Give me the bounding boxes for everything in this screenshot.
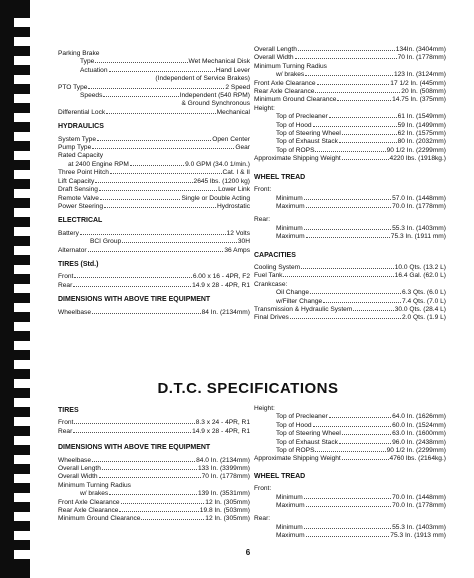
page-number: 6 — [245, 548, 251, 557]
spec-label: Height: — [254, 405, 275, 412]
binding-hole — [14, 531, 30, 540]
spec-label: Front: — [254, 485, 272, 493]
spec-row: Top of ROPS 90 1/2 In. (2299mm) — [276, 146, 446, 154]
spec-row: Oil Change 6.3 Qts. (6.0 L) — [276, 289, 446, 297]
spec-row: Top of Hood 59 In. (1499mm) — [276, 121, 446, 129]
spec-row: w/ brakes 139 In. (3531mm) — [80, 490, 250, 498]
spec-row: Minimum 55.3 In. (1403mm) — [276, 523, 446, 531]
spec-row: Remote Valve Single or Double Acting — [58, 194, 250, 202]
spec-row: Overall Length 134In. (3404mm) — [254, 46, 446, 53]
binding-hole — [14, 341, 30, 350]
spec-label: Minimum Turning Radius — [254, 62, 327, 70]
spec-row: Wheelbase 84 In. (2134mm) — [58, 308, 250, 316]
binding-hole — [14, 18, 30, 27]
binding-hole — [14, 474, 30, 483]
binding-hole — [14, 208, 30, 217]
section-heading: HYDRAULICS — [58, 123, 104, 131]
binding-hole — [14, 132, 30, 141]
bottom-right-column — [254, 405, 446, 541]
spec-row: Top of Exhaust Stack 80 In. (2032mm) — [276, 138, 446, 146]
section-heading: TIRES — [58, 407, 79, 414]
binding-hole — [14, 56, 30, 65]
binding-hole — [14, 550, 30, 559]
spec-page — [58, 46, 446, 566]
spec-row: Top of Precleaner 64.0 In. (1626mm) — [276, 413, 446, 421]
binding-hole — [14, 246, 30, 255]
spec-row: Maximum 70.0 In. (1778mm) — [276, 202, 446, 210]
binding-hole — [14, 398, 30, 407]
top-right-column — [254, 46, 446, 323]
spec-row: Maximum 75.3 In. (1913 mm) — [276, 532, 446, 540]
spec-row: Three Point Hitch Cat. I & II — [58, 169, 250, 177]
binding-hole — [14, 493, 30, 502]
spec-row: Rear Axle Clearance 19.8 In. (503mm) — [58, 507, 250, 515]
spec-row: Alternator 36 Amps — [58, 246, 250, 254]
spec-row: Transmission & Hydraulic System 30.0 Qts. (28.4 L) — [254, 305, 446, 313]
spec-row: Front 6.00 x 16 - 4PR, F2 — [58, 273, 250, 281]
spec-row: Front Axle Clearance 17 1/2 In. (445mm) — [254, 79, 446, 87]
spec-row: BCI Group 30H — [90, 238, 250, 246]
parking-brake-label: Parking Brake — [58, 50, 100, 57]
section-heading: CAPACITIES — [254, 251, 296, 259]
binding-hole — [14, 170, 30, 179]
binding-hole — [14, 284, 30, 293]
spec-row: Minimum 70.0 In. (1448mm) — [276, 493, 446, 501]
binding-hole — [14, 94, 30, 103]
spec-row: Maximum 70.0 In. (1778mm) — [276, 502, 446, 510]
spec-row: Draft Sensing Lower Link — [58, 186, 250, 194]
spec-row: w/ brakes 123 In. (3124mm) — [276, 71, 446, 79]
spec-note: & Ground Synchronous — [181, 100, 250, 108]
spec-row: Power Steering Hydrostatic — [58, 202, 250, 210]
spec-label: Height: — [254, 104, 275, 112]
section-heading: DIMENSIONS WITH ABOVE TIRE EQUIPMENT — [58, 444, 211, 452]
binding-hole — [14, 379, 30, 388]
spec-row: Top of Exhaust Stack 96.0 In. (2438mm) — [276, 438, 446, 446]
dtc-specifications-title: D.T.C. SPECIFICATIONS — [157, 380, 339, 397]
binding-hole — [14, 189, 30, 198]
spec-row: Battery 12 Volts — [58, 229, 250, 237]
spec-label: Front: — [254, 186, 272, 194]
spec-row: Lift Capacity 2645 lbs. (1200 kg) — [58, 177, 250, 185]
binding-hole — [14, 75, 30, 84]
section-heading: DIMENSIONS WITH ABOVE TIRE EQUIPMENT — [58, 296, 211, 304]
spec-row: Cooling System 10.0 Qts. (13.2 L) — [254, 263, 446, 271]
bottom-left-column — [58, 401, 250, 524]
binding-hole — [14, 227, 30, 236]
spec-row: Top of Steering Wheel 63.0 In. (1600mm) — [276, 430, 446, 438]
spec-row: Wheelbase 84.0 In. (2134mm) — [58, 456, 250, 464]
spec-row: System Type Open Center — [58, 135, 250, 143]
binding-hole — [14, 303, 30, 312]
spec-label: Minimum Turning Radius — [58, 481, 131, 489]
spec-row: Minimum 57.0 In. (1448mm) — [276, 194, 446, 202]
spec-label: Rear: — [254, 515, 271, 523]
spec-row: Top of ROPS 90 1/2 In. (2299mm) — [276, 447, 446, 455]
spec-row: Fuel Tank 16.4 Gal. (62.0 L) — [254, 272, 446, 280]
spec-note: (Independent of Service Brakes) — [155, 75, 250, 83]
spec-row: Rear Axle Clearance 20 In. (508mm) — [254, 88, 446, 96]
spec-row: Overall Width 70 In. (1778mm) — [254, 54, 446, 62]
spec-row: Top of Hood 60.0 In. (1524mm) — [276, 421, 446, 429]
spec-label: Rated Capacity — [58, 152, 104, 160]
section-heading: ELECTRICAL — [58, 217, 103, 225]
spec-row: Differential Lock Mechanical — [58, 108, 250, 116]
spec-row: Minimum Ground Clearance 12 In. (305mm) — [58, 515, 250, 523]
spec-row: Minimum Ground Clearance 14.75 In. (375mm) — [254, 96, 446, 104]
binding-hole — [14, 322, 30, 331]
spec-row: Top of Precleaner 61 In. (1549mm) — [276, 113, 446, 121]
spec-label: Rear: — [254, 216, 271, 224]
spec-row: at 2400 Engine RPM 9.0 GPM (34.0 1/min.) — [68, 160, 250, 168]
spiral-binding — [0, 0, 30, 578]
spec-row: Overall Width 70 In. (1778mm) — [58, 473, 250, 481]
spec-label: Crankcase: — [254, 280, 288, 288]
spec-row: Type Wet Mechanical Disk — [80, 58, 250, 66]
spec-row: Pump Type Gear — [58, 144, 250, 152]
binding-hole — [14, 417, 30, 426]
spec-row: Actuation Hand Lever — [80, 66, 250, 74]
spec-row: Front 8.3 x 24 - 4PR, R1 — [58, 419, 250, 427]
spec-row: w/Filter Change 7.4 Qts. (7.0 L) — [276, 297, 446, 305]
section-heading: TIRES (Std.) — [58, 260, 99, 268]
spec-row: Final Drives 2.0 Qts. (1.9 L) — [254, 314, 446, 322]
spec-row: Rear 14.9 x 28 - 4PR, R1 — [58, 427, 250, 435]
spec-row: Rear 14.9 x 28 - 4PR, R1 — [58, 281, 250, 289]
binding-hole — [14, 436, 30, 445]
spec-row: Maximum 75.3 In. (1911 mm) — [276, 233, 446, 241]
section-heading: WHEEL TREAD — [254, 472, 306, 480]
spec-row: Approximate Shipping Weight 4220 lbs. (1918kg.) — [254, 155, 446, 163]
spec-row: Overall Length 133 In. (3399mm) — [58, 465, 250, 473]
binding-hole — [14, 113, 30, 122]
top-left-column — [58, 50, 250, 317]
binding-hole — [14, 512, 30, 521]
section-heading: WHEEL TREAD — [254, 173, 306, 181]
spec-row: PTO Type 2 Speed — [58, 83, 250, 91]
binding-hole — [14, 37, 30, 46]
spec-row: Speeds Independent (540 RPM) — [80, 92, 250, 100]
spec-row: Approximate Shipping Weight 4760 lbs. (2164kg.) — [254, 455, 446, 463]
spec-row: Top of Steering Wheel 62 In. (1575mm) — [276, 130, 446, 138]
binding-hole — [14, 265, 30, 274]
binding-hole — [14, 455, 30, 464]
binding-hole — [14, 151, 30, 160]
spec-row: Front Axle Clearance 12 In. (305mm) — [58, 498, 250, 506]
binding-hole — [14, 360, 30, 369]
spec-row: Minimum 55.3 In. (1403mm) — [276, 224, 446, 232]
